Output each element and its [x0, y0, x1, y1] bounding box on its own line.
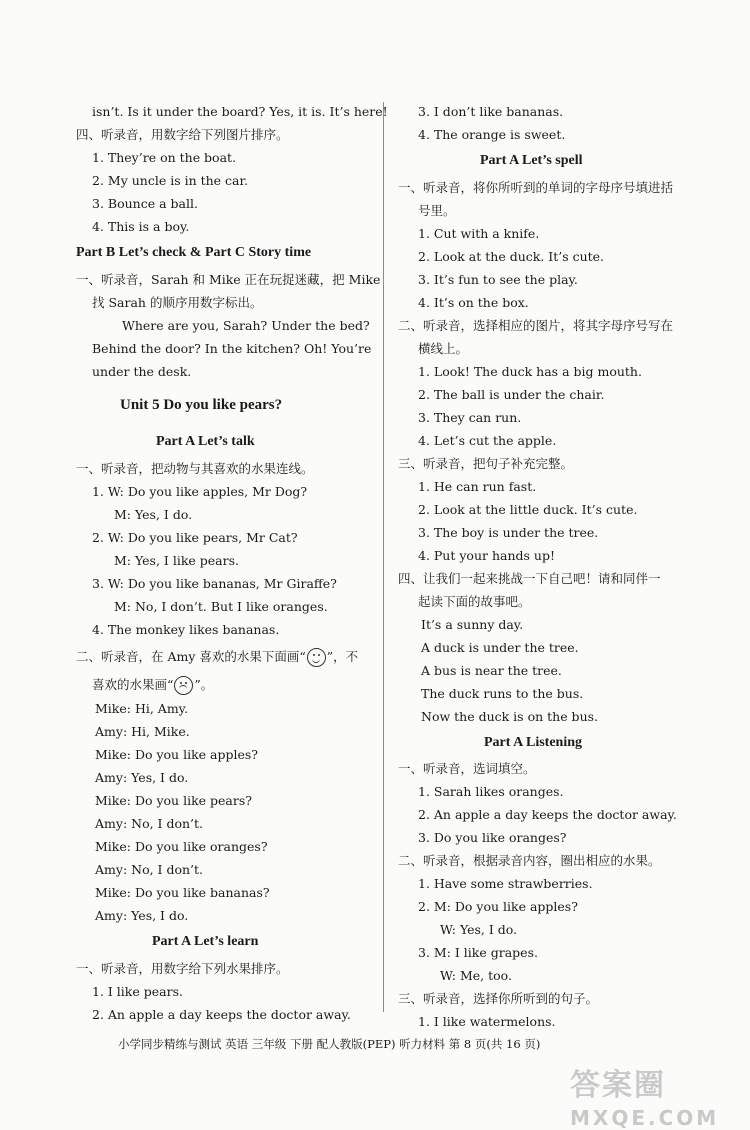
text-line: The duck runs to the bus. [421, 686, 584, 701]
text-line: Amy: Yes, I do. [95, 908, 189, 923]
text-line: W: Me, too. [440, 968, 512, 983]
question-heading [92, 676, 213, 695]
text-line: 1. They’re on the boat. [92, 150, 237, 165]
text-line: 2. Look at the duck. It’s cute. [418, 249, 605, 264]
text-line: 1. He can run fast. [418, 479, 537, 494]
question-heading: 一、听录音，选词填空。 [398, 761, 536, 776]
text-line: 4. Put your hands up! [418, 548, 555, 563]
text-line: 3. Do you like oranges? [418, 830, 567, 845]
text-fragment: ”，不 [326, 649, 359, 664]
question-heading: 一、听录音，将你所听到的单词的字母序号填进括 [398, 180, 674, 195]
question-heading: 横线上。 [418, 341, 469, 356]
text-line: 2. Look at the little duck. It’s cute. [418, 502, 638, 517]
text-line: Amy: Yes, I do. [95, 770, 189, 785]
text-line: A duck is under the tree. [421, 640, 579, 655]
text-line: 4. The orange is sweet. [418, 127, 566, 142]
question-heading: 起读下面的故事吧。 [418, 594, 531, 609]
text-line: 4. It’s on the box. [418, 295, 529, 310]
text-line: 2. An apple a day keeps the doctor away. [418, 807, 677, 822]
unit-title: Unit 5 Do you like pears? [120, 397, 283, 413]
text-line: 2. W: Do you like pears, Mr Cat? [92, 530, 298, 545]
text-line: Amy: No, I don’t. [95, 862, 203, 877]
text-fragment: 二、听录音，在 Amy 喜欢的水果下面画“ [76, 649, 306, 664]
question-heading [76, 648, 358, 667]
text-line: 3. W: Do you like bananas, Mr Giraffe? [92, 576, 337, 591]
text-line: 4. Let’s cut the apple. [418, 433, 557, 448]
text-line: Mike: Do you like pears? [95, 793, 252, 808]
text-line: Now the duck is on the bus. [421, 709, 599, 724]
question-heading: 三、听录音，选择你所听到的句子。 [398, 991, 599, 1006]
text-line: 1. Have some strawberries. [418, 876, 593, 891]
text-line: 3. It’s fun to see the play. [418, 272, 578, 287]
text-line: 3. Bounce a ball. [92, 196, 198, 211]
text-line: M: No, I don’t. But I like oranges. [114, 599, 328, 614]
watermark-text: 答案圈 [570, 1068, 666, 1103]
section-title: Part A Listening [484, 735, 583, 750]
question-heading: 一、听录音，用数字给下列水果排序。 [76, 961, 289, 976]
watermark-url: MXQE.COM [570, 1106, 720, 1130]
question-heading: 二、听录音，根据录音内容，圈出相应的水果。 [398, 853, 661, 868]
text-line: Mike: Do you like apples? [95, 747, 258, 762]
text-line: under the desk. [92, 364, 192, 379]
question-heading: 一、听录音，Sarah 和 Mike 正在玩捉迷藏，把 Mike [76, 272, 381, 287]
column-divider [383, 102, 384, 1012]
question-heading: 一、听录音，把动物与其喜欢的水果连线。 [76, 461, 314, 476]
text-line: Behind the door? In the kitchen? Oh! You’re [92, 341, 372, 356]
text-line: 4. This is a boy. [92, 219, 190, 234]
text-line: 1. Look! The duck has a big mouth. [418, 364, 642, 379]
question-heading: 四、让我们一起来挑战一下自己吧！请和同伴一 [398, 571, 661, 586]
text-line: 1. I like watermelons. [418, 1014, 556, 1029]
text-line: 2. My uncle is in the car. [92, 173, 249, 188]
text-line: A bus is near the tree. [421, 663, 562, 678]
text-fragment: 喜欢的水果画“ [92, 677, 174, 692]
text-line: 1. I like pears. [92, 984, 183, 999]
section-title: Part A Let’s talk [156, 434, 255, 449]
sad-face-icon [174, 676, 193, 695]
text-line: 3. I don’t like bananas. [418, 104, 564, 119]
section-title: Part A Let’s spell [480, 153, 583, 168]
section-title: Part B Let’s check & Part C Story time [76, 245, 312, 260]
text-line: 2. An apple a day keeps the doctor away. [92, 1007, 351, 1022]
text-line: Where are you, Sarah? Under the bed? [122, 318, 370, 333]
question-heading: 号里。 [418, 203, 456, 218]
text-line: Mike: Do you like bananas? [95, 885, 270, 900]
smile-face-icon [307, 648, 326, 667]
text-line: Mike: Do you like oranges? [95, 839, 268, 854]
section-title: Part A Let’s learn [152, 934, 259, 949]
text-line: 4. The monkey likes bananas. [92, 622, 280, 637]
question-heading: 二、听录音，选择相应的图片，将其字母序号写在 [398, 318, 674, 333]
text-line: 2. M: Do you like apples? [418, 899, 578, 914]
text-line: 1. Sarah likes oranges. [418, 784, 564, 799]
text-line: 3. They can run. [418, 410, 522, 425]
question-heading: 四、听录音，用数字给下列图片排序。 [76, 127, 289, 142]
text-line: isn’t. Is it under the board? Yes, it is. It’s here! [92, 104, 388, 119]
text-line: Amy: Hi, Mike. [95, 724, 190, 739]
text-line: 1. Cut with a knife. [418, 226, 540, 241]
page-footer: 小学同步精练与测试 英语 三年级 下册 配人教版(PEP) 听力材料 第 8 页(共 16 页) [118, 1037, 541, 1051]
text-line: Mike: Hi, Amy. [95, 701, 189, 716]
question-heading: 三、听录音，把句子补充完整。 [398, 456, 574, 471]
watermark-logo [570, 1060, 719, 1130]
text-line: 3. The boy is under the tree. [418, 525, 599, 540]
text-line: 找 Sarah 的顺序用数字标出。 [92, 295, 263, 310]
text-line: W: Yes, I do. [440, 922, 518, 937]
text-line: It’s a sunny day. [421, 617, 524, 632]
text-line: 2. The ball is under the chair. [418, 387, 605, 402]
text-line: 3. M: I like grapes. [418, 945, 538, 960]
text-fragment: ”。 [194, 677, 214, 692]
text-line: M: Yes, I do. [114, 507, 193, 522]
text-line: 1. W: Do you like apples, Mr Dog? [92, 484, 308, 499]
text-line: Amy: No, I don’t. [95, 816, 203, 831]
text-line: M: Yes, I like pears. [114, 553, 239, 568]
